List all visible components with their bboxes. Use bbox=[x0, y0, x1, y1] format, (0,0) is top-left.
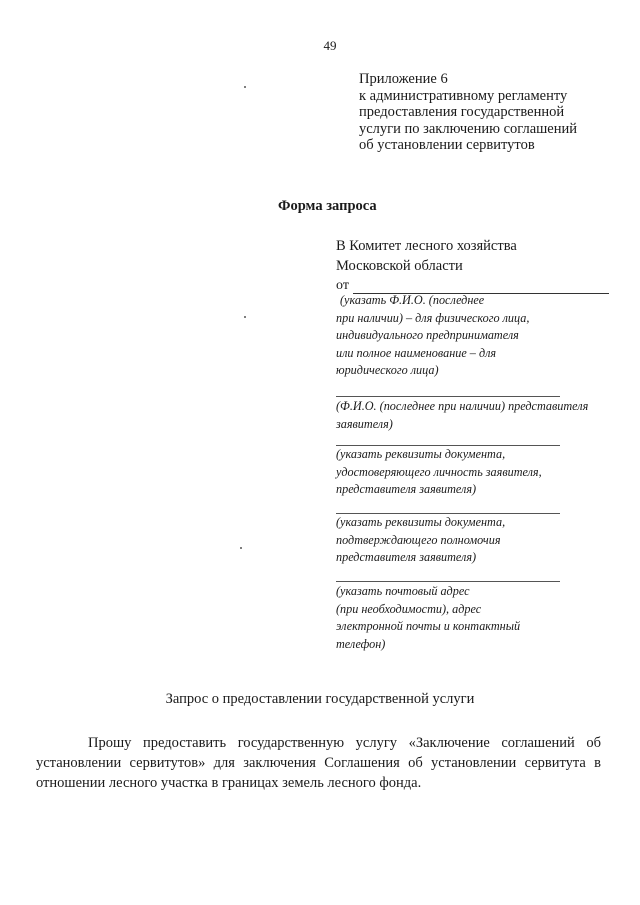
hint-line: индивидуального предпринимателя bbox=[336, 328, 519, 342]
hint-line: (указать почтовый адрес bbox=[336, 584, 470, 598]
page-number: 49 bbox=[323, 38, 337, 53]
scan-speck bbox=[244, 86, 246, 88]
addressee-line: Московской области bbox=[336, 258, 463, 274]
hint-line: или полное наименование – для bbox=[336, 345, 497, 360]
form-title: Форма запроса bbox=[278, 198, 377, 214]
hint-identity-document bbox=[336, 446, 542, 499]
hint-line: при наличии) – для физического лица, bbox=[336, 310, 530, 325]
request-paragraph-text: Прошу предоставить государственную услугу «Заключение соглашений об установлении сервитутов» для заключения Соглашения об установлении сервитута в отношении лесного участка в границах земель лесного фонда. bbox=[36, 735, 601, 791]
hint-line: (указать Ф.И.О. (последнее bbox=[340, 293, 485, 307]
appendix-line: Приложение 6 bbox=[359, 71, 448, 87]
appendix-line: об установлении сервитутов bbox=[359, 137, 535, 153]
hint-line: удостоверяющего личность заявителя, bbox=[336, 464, 542, 479]
appendix-header bbox=[359, 71, 577, 154]
appendix-line: услуги по заключению соглашений bbox=[359, 120, 578, 137]
hint-line: представителя заявителя) bbox=[336, 482, 477, 496]
hint-line: электронной почты и контактный bbox=[336, 619, 521, 633]
blank-line-contacts bbox=[336, 581, 560, 582]
hint-line: (указать реквизиты документа, bbox=[336, 447, 506, 461]
request-title: Запрос о предоставлении государственной услуги bbox=[165, 691, 475, 707]
hint-line: представителя заявителя) bbox=[336, 550, 477, 564]
hint-line: (при необходимости), адрес bbox=[336, 601, 482, 616]
hint-line: (Ф.И.О. (последнее при наличии) представителя bbox=[336, 399, 589, 413]
hint-representative-name bbox=[336, 398, 588, 433]
hint-line: подтверждающего полномочия bbox=[336, 532, 501, 547]
hint-line: телефон) bbox=[336, 636, 386, 651]
hint-authority-document bbox=[336, 514, 505, 567]
hint-contacts bbox=[336, 583, 520, 653]
addressee-line: В Комитет лесного хозяйства bbox=[336, 238, 517, 254]
appendix-line: предоставления государственной bbox=[359, 104, 565, 120]
hint-line: заявителя) bbox=[336, 416, 393, 431]
hint-line: (указать реквизиты документа, bbox=[336, 515, 506, 529]
appendix-line: к административному регламенту bbox=[359, 87, 568, 104]
hint-applicant-name bbox=[336, 292, 530, 380]
addressee-block bbox=[336, 236, 517, 276]
request-paragraph bbox=[36, 733, 601, 793]
scan-speck bbox=[240, 547, 242, 549]
scan-speck bbox=[244, 316, 246, 318]
from-label: от bbox=[336, 278, 349, 293]
blank-line-representative bbox=[336, 396, 560, 397]
hint-line: юридического лица) bbox=[336, 363, 439, 377]
